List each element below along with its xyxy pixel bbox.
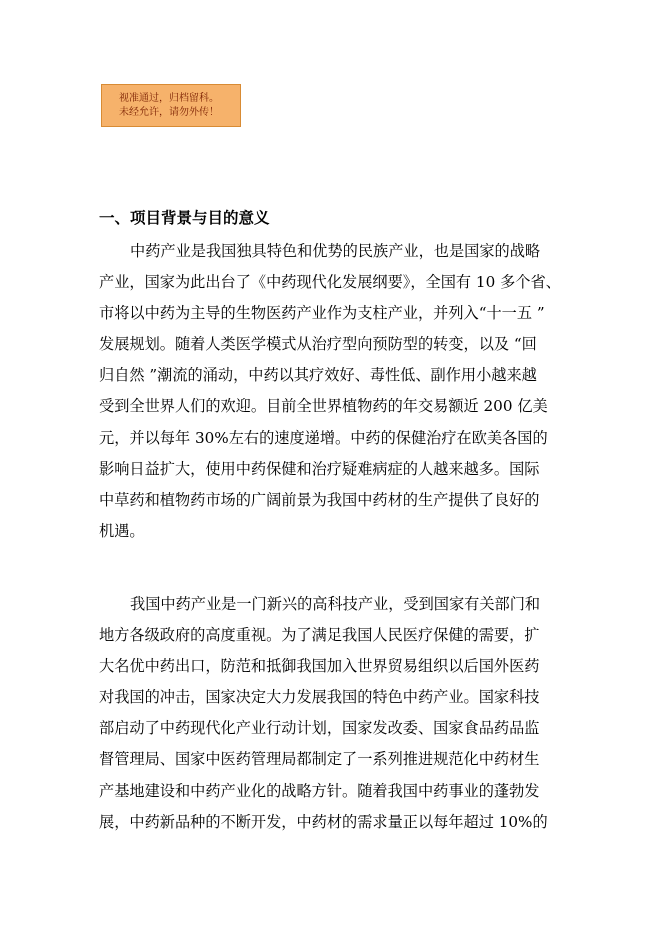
paragraph-line: 影响日益扩大，使用中药保健和治疗疑难病症的人越来越多。国际 — [99, 459, 540, 478]
paragraph-line: 受到全世界人们的欢迎。目前全世界植物药的年交易额近 200 亿美 — [99, 397, 548, 416]
paragraph-line: 部启动了中药现代化产业行动计划，国家发改委、国家食品药品监 — [99, 719, 540, 738]
paragraph-line: 地方各级政府的高度重视。为了满足我国人民医疗保健的需要，扩 — [99, 626, 540, 645]
paragraph-line: 我国中药产业是一门新兴的高科技产业，受到国家有关部门和 — [130, 595, 541, 613]
section-heading: 一、项目背景与目的意义 — [99, 209, 270, 227]
paragraph-line: 产业，国家为此出台了《中药现代化发展纲要》，全国有 10 多个省、 — [99, 273, 561, 292]
paragraph-line: 大名优中药出口，防范和抵御我国加入世界贸易组织以后国外医药 — [99, 657, 540, 676]
notice-line-1: 视准通过，归档留科。 — [119, 93, 219, 104]
paragraph-line: 产基地建设和中药产业化的战略方针。随着我国中药事业的蓬勃发 — [99, 781, 540, 800]
paragraph-2 — [99, 589, 559, 838]
paragraph-line: 归自然 ”潮流的涌动，中药以其疗效好、毒性低、副作用小越来越 — [99, 366, 537, 385]
paragraph-line: 对我国的冲击，国家决定大力发展我国的特色中药产业。国家科技 — [99, 688, 540, 707]
paragraph-line: 中草药和植物药市场的广阔前景为我国中药材的生产提供了良好的 — [99, 490, 540, 509]
paragraph-line: 中药产业是我国独具特色和优势的民族产业，也是国家的战略 — [130, 242, 541, 260]
paragraph-line: 发展规划。随着人类医学模式从治疗型向预防型的转变，以及 “回 — [99, 335, 537, 354]
notice-line-2: 未经允许，请勿外传！ — [119, 107, 219, 118]
paragraph-line: 督管理局、国家中医药管理局都制定了一系列推进规范化中药材生 — [99, 750, 540, 769]
paragraph-line: 展，中药新品种的不断开发，中药材的需求量正以每年超过 10%的 — [99, 812, 548, 831]
paragraph-line: 元，并以每年 30%左右的速度递增。中药的保健治疗在欧美各国的 — [99, 428, 548, 447]
paragraph-line: 市将以中药为主导的生物医药产业作为支柱产业，并列入“十一五 ” — [99, 304, 545, 323]
paragraph-1 — [99, 236, 559, 547]
notice-box — [101, 84, 241, 127]
paragraph-line: 机遇。 — [99, 521, 145, 540]
